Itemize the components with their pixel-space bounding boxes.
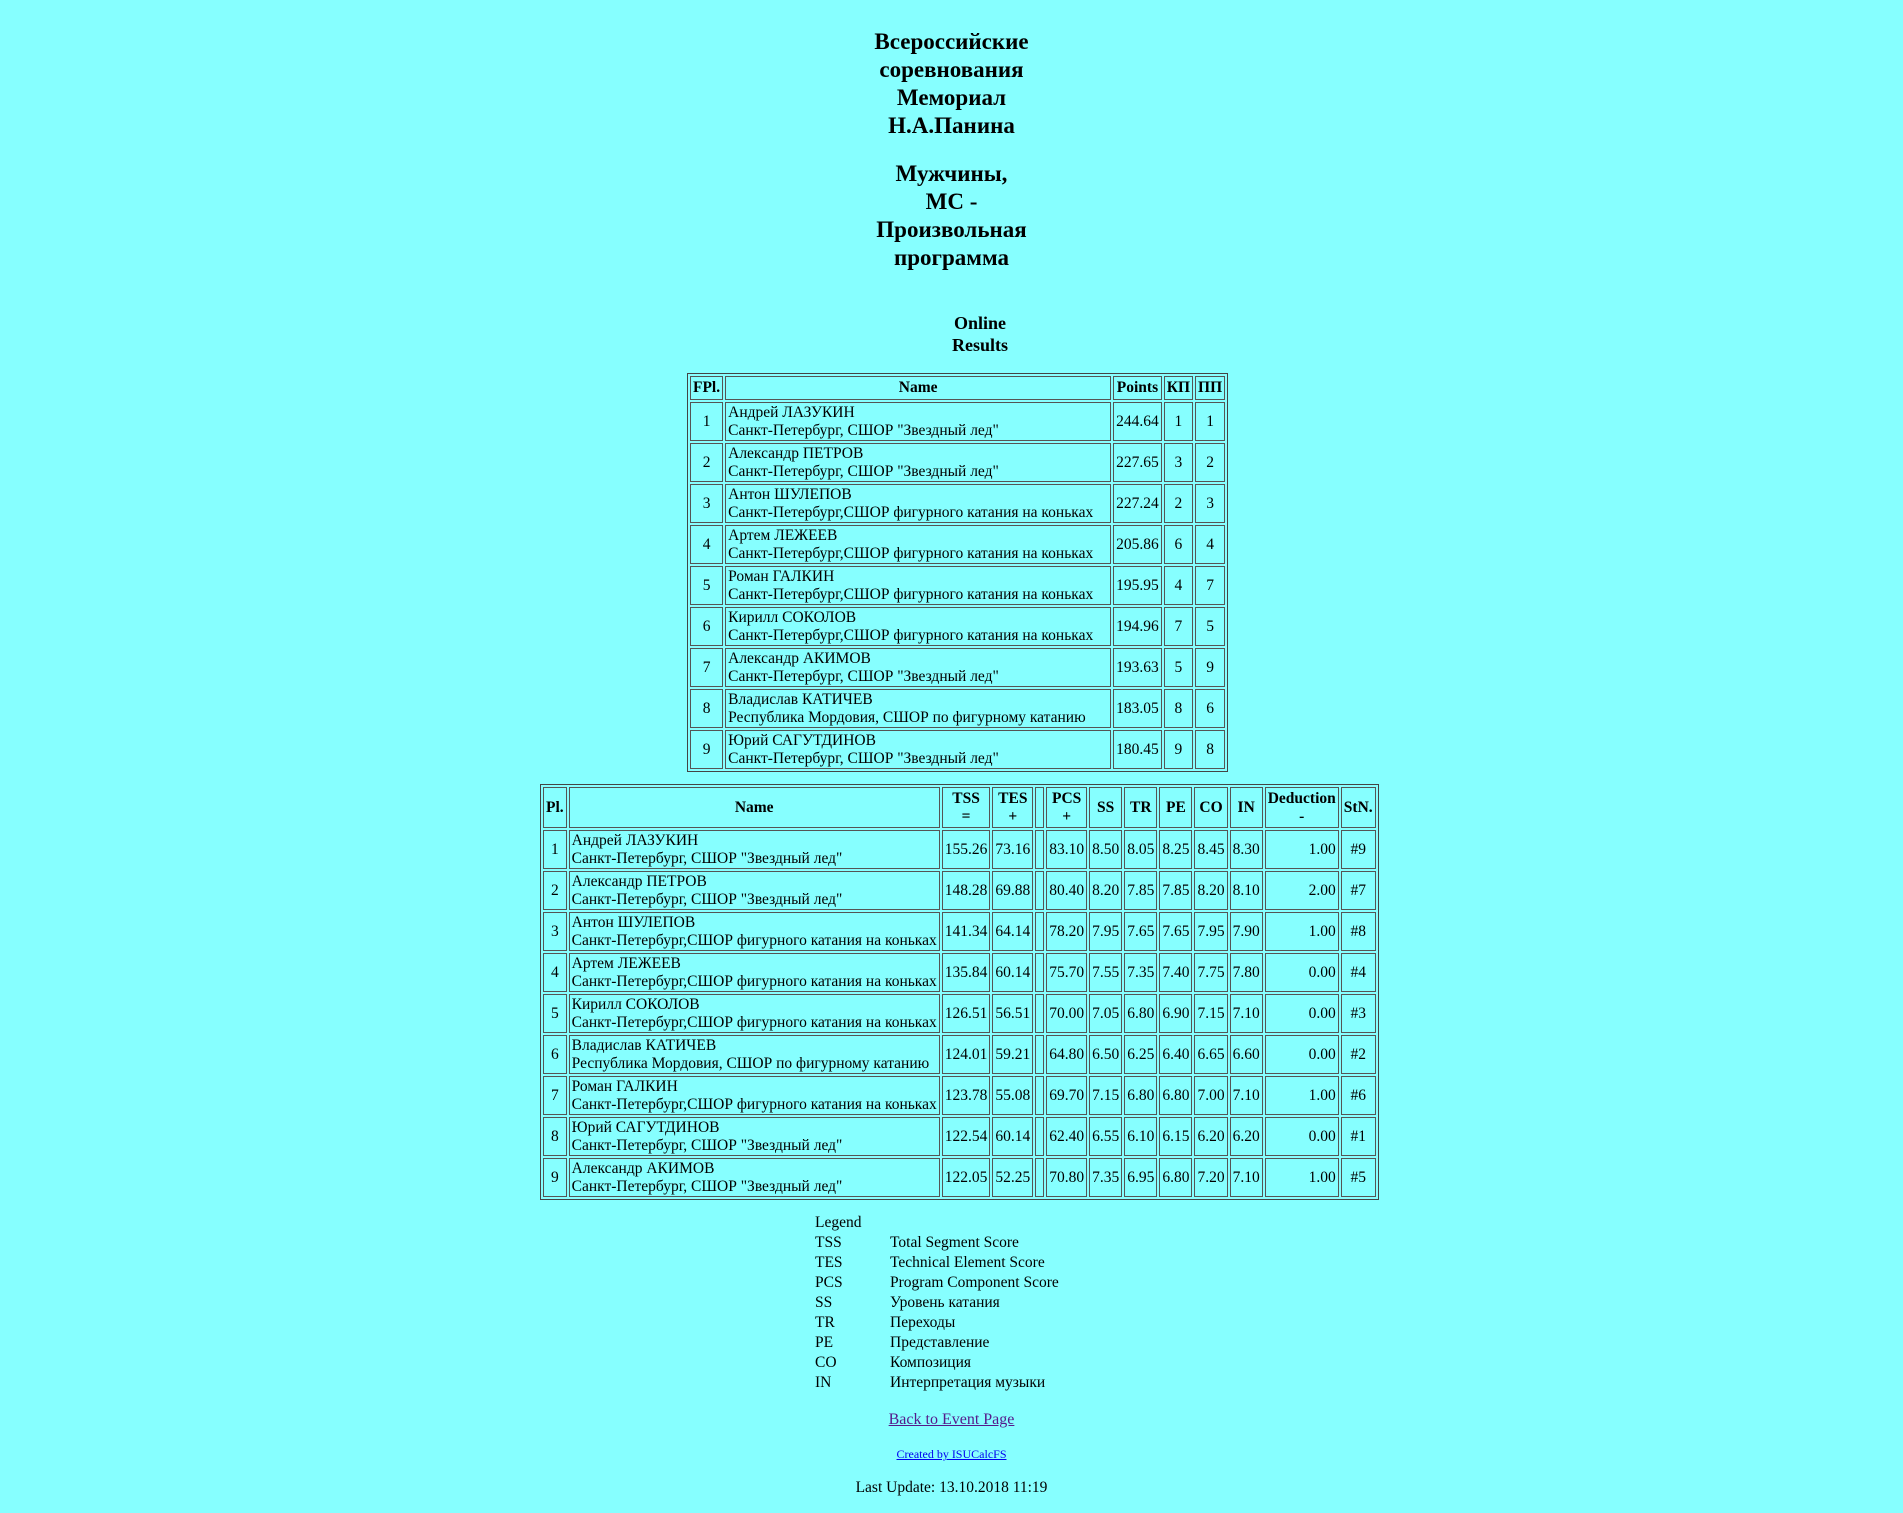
free-program-place: 1 (1195, 402, 1225, 441)
col-header-kp: КП (1164, 376, 1193, 400)
free-program-place: 5 (1195, 607, 1225, 646)
in-cell: 8.30 (1230, 830, 1263, 869)
place-cell: 6 (543, 1035, 567, 1074)
deduction-cell: 0.00 (1265, 994, 1339, 1033)
co-cell: 6.20 (1194, 1117, 1227, 1156)
place-cell: 1 (543, 830, 567, 869)
start-number-cell: #9 (1341, 830, 1376, 869)
pcs-cell: 75.70 (1046, 953, 1087, 992)
legend-desc: Уровень катания (890, 1294, 1000, 1311)
start-number-cell: #5 (1341, 1158, 1376, 1197)
athlete-club: Санкт-Петербург, СШОР "Звездный лед" (728, 749, 999, 767)
in-cell: 7.10 (1230, 1158, 1263, 1197)
pcs-cell: 70.00 (1046, 994, 1087, 1033)
online-line: Online (953, 313, 1006, 333)
athlete-club: Санкт-Петербург, СШОР "Звездный лед" (571, 1177, 843, 1195)
athlete-cell (725, 443, 1111, 482)
co-cell: 8.45 (1194, 830, 1227, 869)
table-row (543, 1035, 1376, 1074)
pcs-cell: 83.10 (1046, 830, 1087, 869)
start-number-cell: #8 (1341, 912, 1376, 951)
deduction-cell: 2.00 (1265, 871, 1339, 910)
final-place: 9 (690, 730, 723, 769)
short-program-place: 2 (1164, 484, 1193, 523)
free-program-place: 7 (1195, 566, 1225, 605)
start-number-cell: #1 (1341, 1117, 1376, 1156)
table-row (690, 484, 1225, 523)
athlete-club: Санкт-Петербург, СШОР "Звездный лед" (571, 849, 843, 867)
co-cell: 7.95 (1194, 912, 1227, 951)
table-row (543, 830, 1376, 869)
deduction-cell: 1.00 (1265, 1076, 1339, 1115)
segment-title-line: программа (894, 245, 1009, 270)
pcs-cell: 70.80 (1046, 1158, 1087, 1197)
tes-cell: 56.51 (992, 994, 1033, 1033)
final-place: 3 (690, 484, 723, 523)
segment-title-line: Произвольная (876, 217, 1027, 242)
ss-cell: 6.50 (1089, 1035, 1122, 1074)
legend-desc: Total Segment Score (890, 1234, 1019, 1251)
legend-desc: Композиция (890, 1354, 972, 1371)
start-number-cell: #4 (1341, 953, 1376, 992)
athlete-cell (569, 994, 940, 1033)
points-cell: 205.86 (1113, 525, 1162, 564)
pe-cell: 6.40 (1159, 1035, 1192, 1074)
tss-cell: 123.78 (942, 1076, 991, 1115)
tss-cell: 135.84 (942, 953, 991, 992)
table-row (543, 1076, 1376, 1115)
tss-cell: 148.28 (942, 871, 991, 910)
points-cell: 183.05 (1113, 689, 1162, 728)
co-cell: 7.15 (1194, 994, 1227, 1033)
athlete-cell (569, 871, 940, 910)
tes-cell: 60.14 (992, 1117, 1033, 1156)
legend-abbr: TSS (815, 1234, 842, 1251)
athlete-cell (569, 1117, 940, 1156)
legend-item (815, 1333, 1059, 1353)
short-program-place: 5 (1164, 648, 1193, 687)
col-header-stn: StN. (1341, 787, 1376, 828)
in-cell: 7.90 (1230, 912, 1263, 951)
athlete-name: Юрий САГУТДИНОВ (728, 731, 876, 749)
free-program-place: 4 (1195, 525, 1225, 564)
place-cell: 7 (543, 1076, 567, 1115)
final-header-row (690, 376, 1225, 400)
athlete-cell (725, 689, 1111, 728)
created-by-link[interactable]: Created by ISUCalcFS (896, 1447, 1007, 1461)
tes-cell: 59.21 (992, 1035, 1033, 1074)
legend-list (815, 1233, 1059, 1393)
spacer-cell (1035, 830, 1044, 869)
athlete-name: Роман ГАЛКИН (571, 1077, 678, 1095)
legend-desc: Представление (890, 1334, 990, 1351)
legend-item (815, 1353, 1059, 1373)
back-link-container (0, 1411, 1903, 1429)
short-program-place: 7 (1164, 607, 1193, 646)
place-cell: 8 (543, 1117, 567, 1156)
athlete-name: Артем ЛЕЖЕЕВ (571, 954, 681, 972)
pe-cell: 7.65 (1159, 912, 1192, 951)
segment-results-body (543, 830, 1376, 1197)
event-title-line: Н.А.Панина (888, 113, 1015, 138)
final-place: 4 (690, 525, 723, 564)
deduction-cell: 1.00 (1265, 1158, 1339, 1197)
header-operator: - (1299, 807, 1305, 825)
athlete-name: Александр ПЕТРОВ (571, 872, 707, 890)
spacer-cell (1035, 1158, 1044, 1197)
athlete-name: Александр АКИМОВ (571, 1159, 715, 1177)
legend-abbr: SS (815, 1294, 833, 1311)
created-by-container (0, 1447, 1903, 1462)
deduction-cell: 1.00 (1265, 830, 1339, 869)
tss-cell: 124.01 (942, 1035, 991, 1074)
ss-cell: 8.20 (1089, 871, 1122, 910)
col-header-name: Name (569, 787, 940, 828)
athlete-name: Александр АКИМОВ (728, 649, 871, 667)
deduction-cell: 0.00 (1265, 1035, 1339, 1074)
legend-item (815, 1293, 1059, 1313)
header-label: TSS (952, 789, 980, 807)
table-row (543, 1158, 1376, 1197)
event-title-line: Всероссийские (874, 29, 1029, 54)
legend-abbr: PE (815, 1334, 834, 1351)
legend-item (815, 1253, 1059, 1273)
athlete-name: Роман ГАЛКИН (728, 567, 835, 585)
header-label: PCS (1052, 789, 1082, 807)
points-cell: 180.45 (1113, 730, 1162, 769)
athlete-name: Александр ПЕТРОВ (728, 444, 864, 462)
athlete-name: Владислав КАТИЧЕВ (571, 1036, 717, 1054)
co-cell: 6.65 (1194, 1035, 1227, 1074)
spacer-cell (1035, 953, 1044, 992)
pe-cell: 6.80 (1159, 1076, 1192, 1115)
event-title-line: Мемориал (896, 85, 1007, 110)
athlete-cell (569, 1035, 940, 1074)
last-update: Last Update: 13.10.2018 11:19 (855, 1479, 1048, 1496)
legend-title: Legend (815, 1214, 862, 1231)
athlete-club: Санкт-Петербург,СШОР фигурного катания на коньках (728, 544, 1094, 562)
tr-cell: 6.25 (1124, 1035, 1157, 1074)
ss-cell: 8.50 (1089, 830, 1122, 869)
pe-cell: 6.15 (1159, 1117, 1192, 1156)
col-header-in: IN (1230, 787, 1263, 828)
header-operator: + (1008, 807, 1018, 825)
athlete-cell (725, 607, 1111, 646)
table-row (690, 443, 1225, 482)
tes-cell: 60.14 (992, 953, 1033, 992)
col-header-pe: PE (1159, 787, 1192, 828)
final-place: 6 (690, 607, 723, 646)
co-cell: 7.20 (1194, 1158, 1227, 1197)
athlete-club: Республика Мордовия, СШОР по фигурному катанию (571, 1054, 930, 1072)
col-header-ss: SS (1089, 787, 1122, 828)
short-program-place: 9 (1164, 730, 1193, 769)
start-number-cell: #2 (1341, 1035, 1376, 1074)
back-to-event-link[interactable]: Back to Event Page (888, 1411, 1015, 1428)
free-program-place: 8 (1195, 730, 1225, 769)
tss-cell: 126.51 (942, 994, 991, 1033)
pe-cell: 7.40 (1159, 953, 1192, 992)
legend-abbr: CO (815, 1354, 837, 1371)
athlete-cell (569, 1158, 940, 1197)
short-program-place: 1 (1164, 402, 1193, 441)
legend-abbr: PCS (815, 1274, 843, 1291)
tes-cell: 73.16 (992, 830, 1033, 869)
pcs-cell: 78.20 (1046, 912, 1087, 951)
athlete-club: Санкт-Петербург, СШОР "Звездный лед" (728, 667, 999, 685)
pe-cell: 7.85 (1159, 871, 1192, 910)
tr-cell: 6.80 (1124, 994, 1157, 1033)
legend-abbr: IN (815, 1374, 832, 1391)
final-place: 1 (690, 402, 723, 441)
pcs-cell: 62.40 (1046, 1117, 1087, 1156)
col-header-deduction (1265, 787, 1339, 828)
athlete-club: Санкт-Петербург,СШОР фигурного катания на коньках (571, 931, 937, 949)
legend-item (815, 1233, 1059, 1253)
place-cell: 4 (543, 953, 567, 992)
event-title (852, 28, 1052, 140)
place-cell: 2 (543, 871, 567, 910)
athlete-name: Андрей ЛАЗУКИН (571, 831, 699, 849)
deduction-cell: 0.00 (1265, 1117, 1339, 1156)
athlete-club: Санкт-Петербург,СШОР фигурного катания на коньках (571, 1013, 937, 1031)
place-cell: 5 (543, 994, 567, 1033)
co-cell: 7.75 (1194, 953, 1227, 992)
tes-cell: 69.88 (992, 871, 1033, 910)
ss-cell: 7.35 (1089, 1158, 1122, 1197)
athlete-club: Санкт-Петербург,СШОР фигурного катания на коньках (571, 972, 937, 990)
col-header-tes (992, 787, 1033, 828)
pcs-cell: 69.70 (1046, 1076, 1087, 1115)
table-row (543, 1117, 1376, 1156)
free-program-place: 9 (1195, 648, 1225, 687)
points-cell: 193.63 (1113, 648, 1162, 687)
deduction-cell: 1.00 (1265, 912, 1339, 951)
athlete-name: Антон ШУЛЕПОВ (728, 485, 852, 503)
pe-cell: 8.25 (1159, 830, 1192, 869)
table-row (690, 607, 1225, 646)
header-label: Deduction (1267, 789, 1336, 807)
legend (815, 1213, 1059, 1393)
online-results-heading (940, 312, 1020, 356)
spacer-cell (1035, 871, 1044, 910)
legend-item (815, 1313, 1059, 1333)
event-title-line: соревнования (879, 57, 1024, 82)
athlete-cell (725, 484, 1111, 523)
spacer-cell (1035, 994, 1044, 1033)
pcs-cell: 80.40 (1046, 871, 1087, 910)
points-cell: 194.96 (1113, 607, 1162, 646)
athlete-cell (725, 648, 1111, 687)
in-cell: 6.20 (1230, 1117, 1263, 1156)
final-place: 2 (690, 443, 723, 482)
in-cell: 6.60 (1230, 1035, 1263, 1074)
tr-cell: 6.95 (1124, 1158, 1157, 1197)
col-header-tss (942, 787, 991, 828)
place-cell: 9 (543, 1158, 567, 1197)
points-cell: 227.24 (1113, 484, 1162, 523)
athlete-club: Санкт-Петербург, СШОР "Звездный лед" (571, 890, 843, 908)
athlete-club: Санкт-Петербург, СШОР "Звездный лед" (728, 421, 999, 439)
segment-title-line: Мужчины, (895, 161, 1008, 186)
tr-cell: 6.80 (1124, 1076, 1157, 1115)
table-row (543, 953, 1376, 992)
segment-header-row (543, 787, 1376, 828)
athlete-cell (725, 525, 1111, 564)
short-program-place: 8 (1164, 689, 1193, 728)
free-program-place: 6 (1195, 689, 1225, 728)
legend-desc: Переходы (890, 1314, 956, 1331)
co-cell: 7.00 (1194, 1076, 1227, 1115)
final-place: 7 (690, 648, 723, 687)
tr-cell: 7.85 (1124, 871, 1157, 910)
col-header-fpl: FPl. (690, 376, 723, 400)
athlete-club: Санкт-Петербург, СШОР "Звездный лед" (571, 1136, 843, 1154)
table-row (690, 402, 1225, 441)
in-cell: 7.80 (1230, 953, 1263, 992)
pe-cell: 6.90 (1159, 994, 1192, 1033)
legend-desc: Program Component Score (890, 1274, 1059, 1291)
athlete-name: Антон ШУЛЕПОВ (571, 913, 696, 931)
ss-cell: 7.15 (1089, 1076, 1122, 1115)
athlete-name: Артем ЛЕЖЕЕВ (728, 526, 838, 544)
free-program-place: 3 (1195, 484, 1225, 523)
legend-abbr: TR (815, 1314, 835, 1331)
table-row (690, 689, 1225, 728)
legend-item (815, 1373, 1059, 1393)
in-cell: 8.10 (1230, 871, 1263, 910)
tss-cell: 122.05 (942, 1158, 991, 1197)
spacer-cell (1035, 912, 1044, 951)
col-header-co: CO (1194, 787, 1227, 828)
table-row (543, 994, 1376, 1033)
table-row (543, 871, 1376, 910)
athlete-club: Санкт-Петербург, СШОР "Звездный лед" (728, 462, 999, 480)
tr-cell: 7.35 (1124, 953, 1157, 992)
spacer-cell (1035, 1035, 1044, 1074)
legend-desc: Интерпретация музыки (890, 1374, 1046, 1391)
athlete-club: Республика Мордовия, СШОР по фигурному катанию (728, 708, 1086, 726)
short-program-place: 3 (1164, 443, 1193, 482)
final-place: 5 (690, 566, 723, 605)
header-operator: = (961, 807, 971, 825)
table-row (543, 912, 1376, 951)
col-header-pcs (1046, 787, 1087, 828)
final-results-body (690, 402, 1225, 769)
tr-cell: 7.65 (1124, 912, 1157, 951)
in-cell: 7.10 (1230, 1076, 1263, 1115)
start-number-cell: #3 (1341, 994, 1376, 1033)
tr-cell: 8.05 (1124, 830, 1157, 869)
points-cell: 195.95 (1113, 566, 1162, 605)
co-cell: 8.20 (1194, 871, 1227, 910)
place-cell: 3 (543, 912, 567, 951)
pe-cell: 6.80 (1159, 1158, 1192, 1197)
header-operator: + (1062, 807, 1072, 825)
ss-cell: 7.95 (1089, 912, 1122, 951)
final-place: 8 (690, 689, 723, 728)
athlete-cell (725, 730, 1111, 769)
ss-cell: 6.55 (1089, 1117, 1122, 1156)
athlete-name: Кирилл СОКОЛОВ (571, 995, 700, 1013)
tss-cell: 155.26 (942, 830, 991, 869)
tes-cell: 52.25 (992, 1158, 1033, 1197)
ss-cell: 7.55 (1089, 953, 1122, 992)
athlete-cell (725, 402, 1111, 441)
col-header-pp: ПП (1195, 376, 1225, 400)
short-program-place: 4 (1164, 566, 1193, 605)
table-row (690, 730, 1225, 769)
athlete-club: Санкт-Петербург,СШОР фигурного катания на коньках (571, 1095, 937, 1113)
online-line: Results (951, 335, 1008, 355)
legend-item (815, 1273, 1059, 1293)
legend-desc: Technical Element Score (890, 1254, 1045, 1271)
deduction-cell: 0.00 (1265, 953, 1339, 992)
col-header-tr: TR (1124, 787, 1157, 828)
athlete-club: Санкт-Петербург,СШОР фигурного катания на коньках (728, 626, 1094, 644)
athlete-cell (569, 953, 940, 992)
athlete-name: Кирилл СОКОЛОВ (728, 608, 857, 626)
spacer-column (1035, 787, 1044, 828)
athlete-cell (569, 830, 940, 869)
athlete-cell (569, 1076, 940, 1115)
col-header-pl: Pl. (543, 787, 567, 828)
athlete-club: Санкт-Петербург,СШОР фигурного катания на коньках (728, 585, 1094, 603)
athlete-cell (725, 566, 1111, 605)
page-title (0, 28, 1903, 292)
spacer-cell (1035, 1076, 1044, 1115)
final-results-table (687, 373, 1228, 772)
athlete-name: Юрий САГУТДИНОВ (571, 1118, 720, 1136)
spacer-cell (1035, 1117, 1044, 1156)
segment-title-line: МС - (925, 189, 978, 214)
athlete-cell (569, 912, 940, 951)
points-cell: 244.64 (1113, 402, 1162, 441)
athlete-name: Владислав КАТИЧЕВ (728, 690, 873, 708)
pcs-cell: 64.80 (1046, 1035, 1087, 1074)
free-program-place: 2 (1195, 443, 1225, 482)
legend-abbr: TES (815, 1254, 843, 1271)
start-number-cell: #6 (1341, 1076, 1376, 1115)
points-cell: 227.65 (1113, 443, 1162, 482)
tes-cell: 64.14 (992, 912, 1033, 951)
header-label: TES (998, 789, 1028, 807)
col-header-points: Points (1113, 376, 1162, 400)
table-row (690, 648, 1225, 687)
segment-title (852, 160, 1052, 272)
in-cell: 7.10 (1230, 994, 1263, 1033)
short-program-place: 6 (1164, 525, 1193, 564)
table-row (690, 525, 1225, 564)
segment-results-table (540, 784, 1379, 1200)
tr-cell: 6.10 (1124, 1117, 1157, 1156)
tss-cell: 141.34 (942, 912, 991, 951)
tss-cell: 122.54 (942, 1117, 991, 1156)
athlete-name: Андрей ЛАЗУКИН (728, 403, 855, 421)
table-row (690, 566, 1225, 605)
start-number-cell: #7 (1341, 871, 1376, 910)
tes-cell: 55.08 (992, 1076, 1033, 1115)
athlete-club: Санкт-Петербург,СШОР фигурного катания на коньках (728, 503, 1094, 521)
ss-cell: 7.05 (1089, 994, 1122, 1033)
col-header-name: Name (725, 376, 1111, 400)
